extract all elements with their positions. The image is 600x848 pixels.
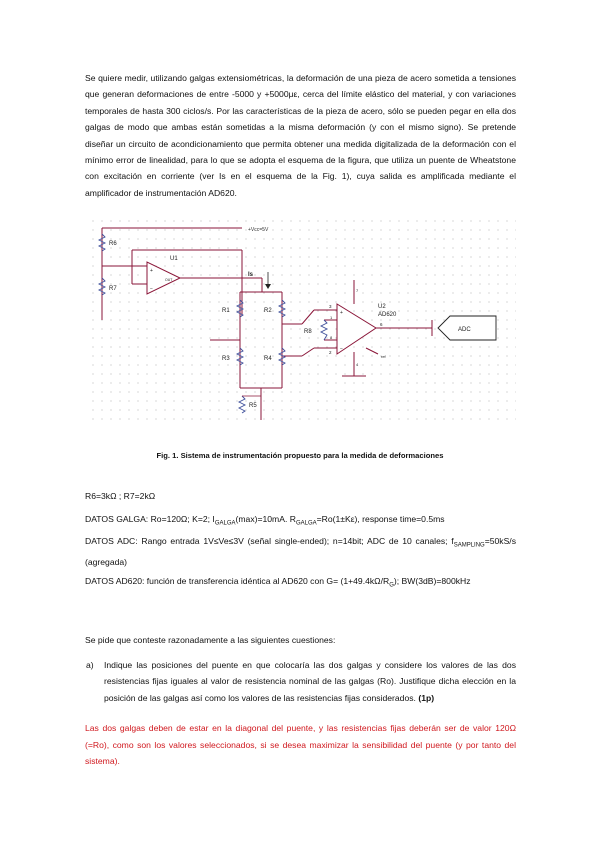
is-label: Is bbox=[248, 272, 254, 278]
svg-text:−: − bbox=[340, 346, 343, 352]
u1-label: U1 bbox=[170, 256, 178, 262]
supply-label: +Vcc=5V bbox=[248, 227, 269, 233]
ad620-label: AD620 bbox=[378, 312, 397, 318]
adc-sub: SAMPLING bbox=[453, 542, 485, 549]
r2-label: R2 bbox=[264, 308, 272, 314]
pin2-label: 2 bbox=[329, 350, 332, 355]
question-a-text bbox=[104, 657, 516, 706]
galga-data-part1: DATOS GALGA: Ro=120Ω; K=2; I bbox=[85, 514, 215, 524]
r8-label: R8 bbox=[304, 329, 312, 335]
galga-data-part3: =Ro(1±Kε), response time=0.5ms bbox=[316, 514, 445, 524]
r7-label: R7 bbox=[109, 286, 117, 292]
r6-label: R6 bbox=[109, 241, 117, 247]
intro-paragraph: Se quiere medir, utilizando galgas extensiométricas, la deformación de una pieza de acero sometida a tensiones que generan deformaciones de entre -5000 y +5000με, cerca del límite elástico del material, y con variaciones temporales de hasta 300 ciclos/s. Por las características de la pieza de acero, sólo se pueden pegar en ella dos galgas de modo que ambas están sometidas a la misma deformación (y con el mismo signo). Se pretende diseñar un circuito de acondicionamiento que permita obtener una medida digitalizada de la deformación con el mínimo error de linealidad, para lo que se adopta el esquema de la figura, que utiliza un puente de Wheatstone con excitación en corriente (ver Is en el esquema de la Fig. 1), cuya salida es amplificada mediante el amplificador de instrumentación AD620. bbox=[85, 73, 516, 198]
galga-sub-1: GALGA bbox=[214, 520, 236, 527]
pin1-label: 1 bbox=[330, 315, 333, 320]
galga-data bbox=[85, 511, 516, 532]
ad620-data-part2: ); BW(3dB)=800kHz bbox=[393, 576, 471, 586]
u1-out-label: OUT bbox=[165, 278, 173, 282]
ad620-data-part1: DATOS AD620: función de transferencia idéntica al AD620 con G= (1+49.4kΩ/R bbox=[85, 576, 390, 586]
adc-label: ADC bbox=[458, 327, 471, 333]
pin3-label: 3 bbox=[329, 304, 332, 309]
r1-label: R1 bbox=[222, 308, 230, 314]
adc-block bbox=[438, 316, 496, 340]
circuit-schematic bbox=[92, 220, 516, 420]
ad620-data bbox=[85, 573, 516, 594]
pin7-label: 7 bbox=[356, 288, 359, 293]
pin6-label: 6 bbox=[380, 322, 383, 327]
question-a-letter: a) bbox=[86, 660, 94, 670]
galga-sub-2: GALGA bbox=[295, 520, 317, 527]
figure-caption: Fig. 1. Sistema de instrumentación propuesto para la medida de deformaciones bbox=[156, 451, 444, 460]
svg-text:+: + bbox=[150, 268, 153, 274]
pin8-label: 8 bbox=[330, 335, 333, 340]
ref-label: ref bbox=[381, 354, 386, 359]
galga-data-part2: (max)=10mA. R bbox=[235, 514, 296, 524]
u2-label: U2 bbox=[378, 304, 386, 310]
r3-label: R3 bbox=[222, 356, 230, 362]
answer-a: Las dos galgas deben de estar en la diagonal del puente, y las resistencias fijas deberán ser de valor 120Ω (=Ro), como son los valores seleccionados, si se desea maximizar la sensibilidad del puente (y por tanto del sistema). bbox=[85, 723, 516, 767]
r4-label: R4 bbox=[264, 356, 272, 362]
question-a bbox=[86, 657, 516, 706]
adc-data-part2: =50kS/s (agregada) bbox=[85, 536, 516, 568]
ad620-sub: G bbox=[389, 582, 394, 589]
questions-intro: Se pide que conteste razonadamente a las siguientes cuestiones: bbox=[85, 635, 336, 645]
question-a-points: (1p) bbox=[418, 692, 435, 703]
adc-data-part1: DATOS ADC: Rango entrada 1V≤Ve≤3V (señal single-ended); n=14bit; ADC de 10 canales; f bbox=[85, 536, 454, 546]
resistor-values: R6=3kΩ ; R7=2kΩ bbox=[85, 491, 156, 501]
svg-text:+: + bbox=[340, 310, 343, 316]
svg-text:−: − bbox=[150, 286, 153, 292]
adc-data bbox=[85, 533, 516, 571]
r5-label: R5 bbox=[249, 403, 257, 409]
question-a-body: Indique las posiciones del puente en que colocaría las dos galgas y considere los valores de las dos resistencias fijas iguales al valor de resistencia nominal de las galgas (Ro). Justifique dicha elección en la posición de las galgas así como los valores de las resistencias fijas considerados. bbox=[104, 660, 516, 703]
pin4-label: 4 bbox=[356, 362, 359, 367]
